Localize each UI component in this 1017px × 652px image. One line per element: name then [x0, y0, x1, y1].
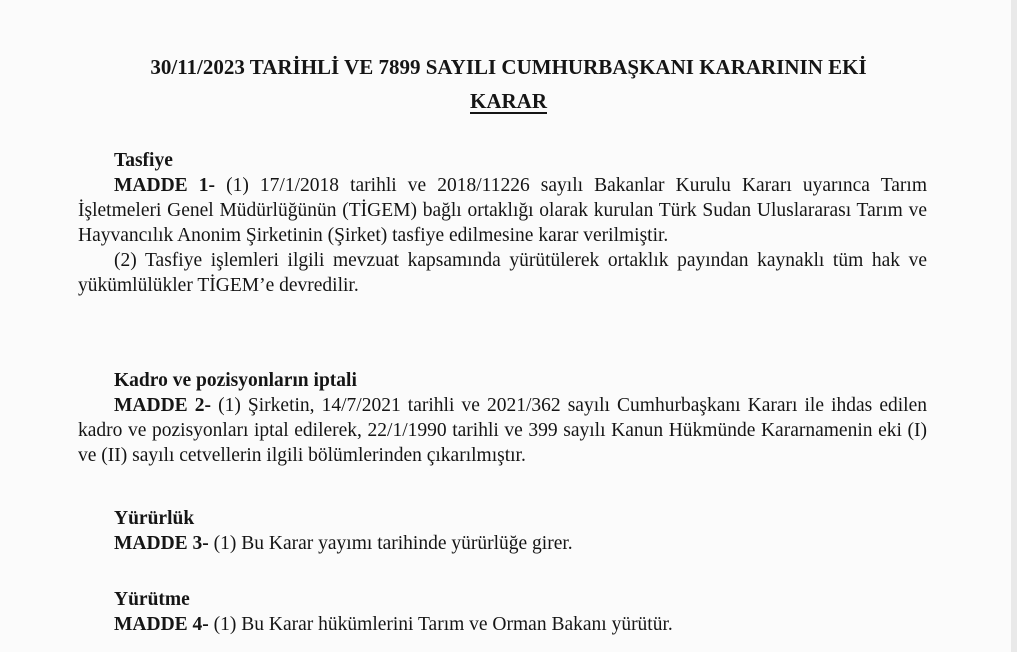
title-line-1: 30/11/2023 TARİHLİ VE 7899 SAYILI CUMHURBAŞKANI KARARININ EKİ	[150, 55, 867, 79]
article-label: MADDE 4-	[114, 614, 209, 635]
article-label: MADDE 3-	[114, 533, 209, 554]
section-heading: Yürürlük	[114, 508, 195, 529]
article-paragraph	[78, 612, 927, 637]
section-heading: Yürütme	[114, 589, 190, 610]
article-text: (1) Bu Karar hükümlerini Tarım ve Orman Bakanı yürütür.	[208, 614, 673, 635]
article-label: MADDE 2-	[114, 395, 211, 416]
article-text: (1) 17/1/2018 tarihli ve 2018/11226 sayılı Bakanlar Kurulu Kararı uyarınca Tarım İşletmeleri Genel Müdürlüğünün (TİGEM) bağlı ortaklığı olarak kurulan Türk Sudan Uluslararası Tarım ve Hayvancılık Anonim Şirketinin (Şirket) tasfiye edilmesine karar verilmiştir.	[78, 175, 927, 246]
section-kadro	[78, 368, 927, 468]
article-text: (1) Şirketin, 14/7/2021 tarihli ve 2021/362 sayılı Cumhurbaşkanı Kararı ile ihdas edilen kadro ve pozisyonları iptal edilerek, 22/1/1990 tarihli ve 399 sayılı Kanun Hükmünde Kararnamenin eki (I) ve (II) sayılı cetvellerin ilgili bölümlerinden çıkarılmıştır.	[78, 395, 927, 466]
article-paragraph	[78, 393, 927, 468]
title-line-2: KARAR	[470, 89, 547, 113]
article-text: (1) Bu Karar yayımı tarihinde yürürlüğe girer.	[208, 533, 573, 554]
article-label: MADDE 1-	[114, 175, 215, 196]
article-text: (2) Tasfiye işlemleri ilgili mevzuat kapsamında yürütülerek ortaklık payından kaynaklı tüm hak ve yükümlülükler TİGEM’e devredilir.	[78, 250, 927, 296]
section-heading: Kadro ve pozisyonların iptali	[114, 370, 357, 391]
section-tasfiye	[78, 148, 927, 298]
article-paragraph	[78, 248, 927, 298]
page-edge-shadow	[1011, 0, 1017, 652]
section-yurutme	[78, 587, 927, 637]
article-paragraph	[78, 173, 927, 248]
document-title	[0, 50, 1017, 118]
article-paragraph	[78, 531, 927, 556]
section-heading: Tasfiye	[114, 150, 173, 171]
section-yururluk	[78, 506, 927, 556]
